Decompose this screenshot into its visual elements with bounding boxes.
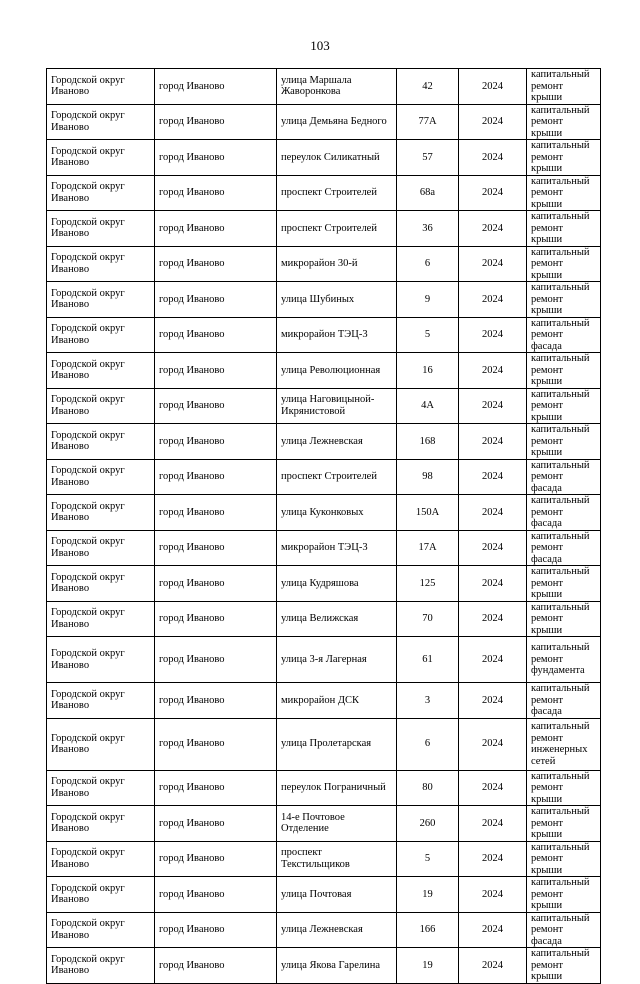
okrug-cell: Городской округ Иваново <box>47 424 155 460</box>
table-row <box>47 69 601 105</box>
work-type-cell: капитальный ремонт крыши <box>527 770 601 806</box>
street-cell: улица Демьяна Бедного <box>277 104 397 140</box>
city-cell: город Иваново <box>155 140 277 176</box>
work-type-cell: капитальный ремонт фасада <box>527 912 601 948</box>
street-cell: проспект Текстильщиков <box>277 841 397 877</box>
table-row <box>47 140 601 176</box>
house-number-cell: 36 <box>397 211 459 247</box>
street-cell: улица Велижская <box>277 601 397 637</box>
table-row <box>47 601 601 637</box>
table-row <box>47 877 601 913</box>
street-cell: проспект Строителей <box>277 211 397 247</box>
street-cell: улица Кудряшова <box>277 566 397 602</box>
street-cell: проспект Строителей <box>277 175 397 211</box>
street-cell: 14-е Почтовое Отделение <box>277 806 397 842</box>
house-number-cell: 80 <box>397 770 459 806</box>
year-cell: 2024 <box>459 877 527 913</box>
city-cell: город Иваново <box>155 806 277 842</box>
city-cell: город Иваново <box>155 175 277 211</box>
okrug-cell: Городской округ Иваново <box>47 683 155 719</box>
house-number-cell: 125 <box>397 566 459 602</box>
street-cell: улица Якова Гарелина <box>277 948 397 984</box>
work-type-cell: капитальный ремонт крыши <box>527 388 601 424</box>
okrug-cell: Городской округ Иваново <box>47 806 155 842</box>
table-row <box>47 841 601 877</box>
street-cell: микрорайон 30-й <box>277 246 397 282</box>
work-type-cell: капитальный ремонт крыши <box>527 69 601 105</box>
city-cell: город Иваново <box>155 104 277 140</box>
okrug-cell: Городской округ Иваново <box>47 601 155 637</box>
okrug-cell: Городской округ Иваново <box>47 317 155 353</box>
city-cell: город Иваново <box>155 770 277 806</box>
work-type-cell: капитальный ремонт крыши <box>527 877 601 913</box>
city-cell: город Иваново <box>155 912 277 948</box>
city-cell: город Иваново <box>155 388 277 424</box>
street-cell: переулок Силикатный <box>277 140 397 176</box>
work-type-cell: капитальный ремонт крыши <box>527 353 601 389</box>
city-cell: город Иваново <box>155 948 277 984</box>
work-type-cell: капитальный ремонт фасада <box>527 317 601 353</box>
city-cell: город Иваново <box>155 683 277 719</box>
okrug-cell: Городской округ Иваново <box>47 140 155 176</box>
table-row <box>47 459 601 495</box>
okrug-cell: Городской округ Иваново <box>47 948 155 984</box>
street-cell: улица Революционная <box>277 353 397 389</box>
page-number: 103 <box>310 38 330 53</box>
city-cell: город Иваново <box>155 317 277 353</box>
city-cell: город Иваново <box>155 353 277 389</box>
work-type-cell: капитальный ремонт инженерных сетей <box>527 718 601 770</box>
work-type-cell: капитальный ремонт крыши <box>527 140 601 176</box>
work-type-cell: капитальный ремонт крыши <box>527 806 601 842</box>
work-type-cell: капитальный ремонт крыши <box>527 282 601 318</box>
house-number-cell: 166 <box>397 912 459 948</box>
city-cell: город Иваново <box>155 282 277 318</box>
year-cell: 2024 <box>459 637 527 683</box>
house-number-cell: 150А <box>397 495 459 531</box>
table-row <box>47 211 601 247</box>
table-row <box>47 246 601 282</box>
okrug-cell: Городской округ Иваново <box>47 637 155 683</box>
house-number-cell: 5 <box>397 841 459 877</box>
house-number-cell: 4А <box>397 388 459 424</box>
year-cell: 2024 <box>459 424 527 460</box>
year-cell: 2024 <box>459 806 527 842</box>
table-row <box>47 637 601 683</box>
year-cell: 2024 <box>459 912 527 948</box>
work-type-cell: капитальный ремонт крыши <box>527 948 601 984</box>
okrug-cell: Городской округ Иваново <box>47 841 155 877</box>
okrug-cell: Городской округ Иваново <box>47 246 155 282</box>
table-row <box>47 718 601 770</box>
street-cell: улица Маршала Жаворонкова <box>277 69 397 105</box>
year-cell: 2024 <box>459 948 527 984</box>
city-cell: город Иваново <box>155 424 277 460</box>
okrug-cell: Городской округ Иваново <box>47 69 155 105</box>
street-cell: проспект Строителей <box>277 459 397 495</box>
table-row <box>47 770 601 806</box>
street-cell: переулок Пограничный <box>277 770 397 806</box>
city-cell: город Иваново <box>155 841 277 877</box>
table-row <box>47 912 601 948</box>
table-row <box>47 104 601 140</box>
okrug-cell: Городской округ Иваново <box>47 282 155 318</box>
street-cell: улица Почтовая <box>277 877 397 913</box>
house-number-cell: 6 <box>397 246 459 282</box>
year-cell: 2024 <box>459 282 527 318</box>
year-cell: 2024 <box>459 175 527 211</box>
okrug-cell: Городской округ Иваново <box>47 495 155 531</box>
street-cell: улица Наговицыной-Икрянистовой <box>277 388 397 424</box>
table-row <box>47 530 601 566</box>
house-number-cell: 5 <box>397 317 459 353</box>
okrug-cell: Городской округ Иваново <box>47 388 155 424</box>
work-type-cell: капитальный ремонт крыши <box>527 104 601 140</box>
year-cell: 2024 <box>459 246 527 282</box>
year-cell: 2024 <box>459 530 527 566</box>
street-cell: улица Куконковых <box>277 495 397 531</box>
work-type-cell: капитальный ремонт крыши <box>527 175 601 211</box>
year-cell: 2024 <box>459 683 527 719</box>
table-body <box>47 69 601 984</box>
house-number-cell: 16 <box>397 353 459 389</box>
house-number-cell: 9 <box>397 282 459 318</box>
table-row <box>47 806 601 842</box>
table-row <box>47 317 601 353</box>
street-cell: микрорайон ДСК <box>277 683 397 719</box>
house-number-cell: 6 <box>397 718 459 770</box>
house-number-cell: 19 <box>397 948 459 984</box>
work-type-cell: капитальный ремонт крыши <box>527 424 601 460</box>
table-row <box>47 424 601 460</box>
work-type-cell: капитальный ремонт крыши <box>527 246 601 282</box>
city-cell: город Иваново <box>155 877 277 913</box>
year-cell: 2024 <box>459 495 527 531</box>
house-number-cell: 68а <box>397 175 459 211</box>
house-number-cell: 19 <box>397 877 459 913</box>
table-row <box>47 495 601 531</box>
okrug-cell: Городской округ Иваново <box>47 770 155 806</box>
year-cell: 2024 <box>459 317 527 353</box>
house-number-cell: 57 <box>397 140 459 176</box>
okrug-cell: Городской округ Иваново <box>47 530 155 566</box>
city-cell: город Иваново <box>155 530 277 566</box>
year-cell: 2024 <box>459 459 527 495</box>
work-type-cell: капитальный ремонт крыши <box>527 566 601 602</box>
city-cell: город Иваново <box>155 566 277 602</box>
city-cell: город Иваново <box>155 718 277 770</box>
okrug-cell: Городской округ Иваново <box>47 459 155 495</box>
city-cell: город Иваново <box>155 637 277 683</box>
year-cell: 2024 <box>459 770 527 806</box>
house-number-cell: 77А <box>397 104 459 140</box>
okrug-cell: Городской округ Иваново <box>47 718 155 770</box>
table-row <box>47 948 601 984</box>
work-type-cell: капитальный ремонт фундамента <box>527 637 601 683</box>
year-cell: 2024 <box>459 353 527 389</box>
street-cell: улица Лежневская <box>277 912 397 948</box>
okrug-cell: Городской округ Иваново <box>47 175 155 211</box>
street-cell: микрорайон ТЭЦ-3 <box>277 530 397 566</box>
street-cell: улица Шубиных <box>277 282 397 318</box>
house-number-cell: 17А <box>397 530 459 566</box>
year-cell: 2024 <box>459 140 527 176</box>
year-cell: 2024 <box>459 841 527 877</box>
work-type-cell: капитальный ремонт крыши <box>527 211 601 247</box>
house-number-cell: 42 <box>397 69 459 105</box>
table-row <box>47 282 601 318</box>
house-number-cell: 98 <box>397 459 459 495</box>
city-cell: город Иваново <box>155 211 277 247</box>
work-type-cell: капитальный ремонт фасада <box>527 459 601 495</box>
street-cell: микрорайон ТЭЦ-3 <box>277 317 397 353</box>
work-type-cell: капитальный ремонт фасада <box>527 683 601 719</box>
year-cell: 2024 <box>459 211 527 247</box>
year-cell: 2024 <box>459 69 527 105</box>
house-number-cell: 3 <box>397 683 459 719</box>
okrug-cell: Городской округ Иваново <box>47 566 155 602</box>
year-cell: 2024 <box>459 388 527 424</box>
city-cell: город Иваново <box>155 69 277 105</box>
okrug-cell: Городской округ Иваново <box>47 104 155 140</box>
house-number-cell: 61 <box>397 637 459 683</box>
table-row <box>47 353 601 389</box>
city-cell: город Иваново <box>155 459 277 495</box>
work-type-cell: капитальный ремонт фасада <box>527 530 601 566</box>
table-row <box>47 388 601 424</box>
okrug-cell: Городской округ Иваново <box>47 877 155 913</box>
table-row <box>47 175 601 211</box>
work-type-cell: капитальный ремонт крыши <box>527 841 601 877</box>
street-cell: улица Пролетарская <box>277 718 397 770</box>
year-cell: 2024 <box>459 566 527 602</box>
repair-schedule-table <box>46 68 601 984</box>
city-cell: город Иваново <box>155 601 277 637</box>
table-row <box>47 566 601 602</box>
city-cell: город Иваново <box>155 495 277 531</box>
work-type-cell: капитальный ремонт крыши <box>527 601 601 637</box>
street-cell: улица 3-я Лагерная <box>277 637 397 683</box>
street-cell: улица Лежневская <box>277 424 397 460</box>
house-number-cell: 168 <box>397 424 459 460</box>
table-row <box>47 683 601 719</box>
okrug-cell: Городской округ Иваново <box>47 353 155 389</box>
house-number-cell: 260 <box>397 806 459 842</box>
city-cell: город Иваново <box>155 246 277 282</box>
okrug-cell: Городской округ Иваново <box>47 912 155 948</box>
year-cell: 2024 <box>459 104 527 140</box>
work-type-cell: капитальный ремонт фасада <box>527 495 601 531</box>
year-cell: 2024 <box>459 718 527 770</box>
year-cell: 2024 <box>459 601 527 637</box>
okrug-cell: Городской округ Иваново <box>47 211 155 247</box>
house-number-cell: 70 <box>397 601 459 637</box>
